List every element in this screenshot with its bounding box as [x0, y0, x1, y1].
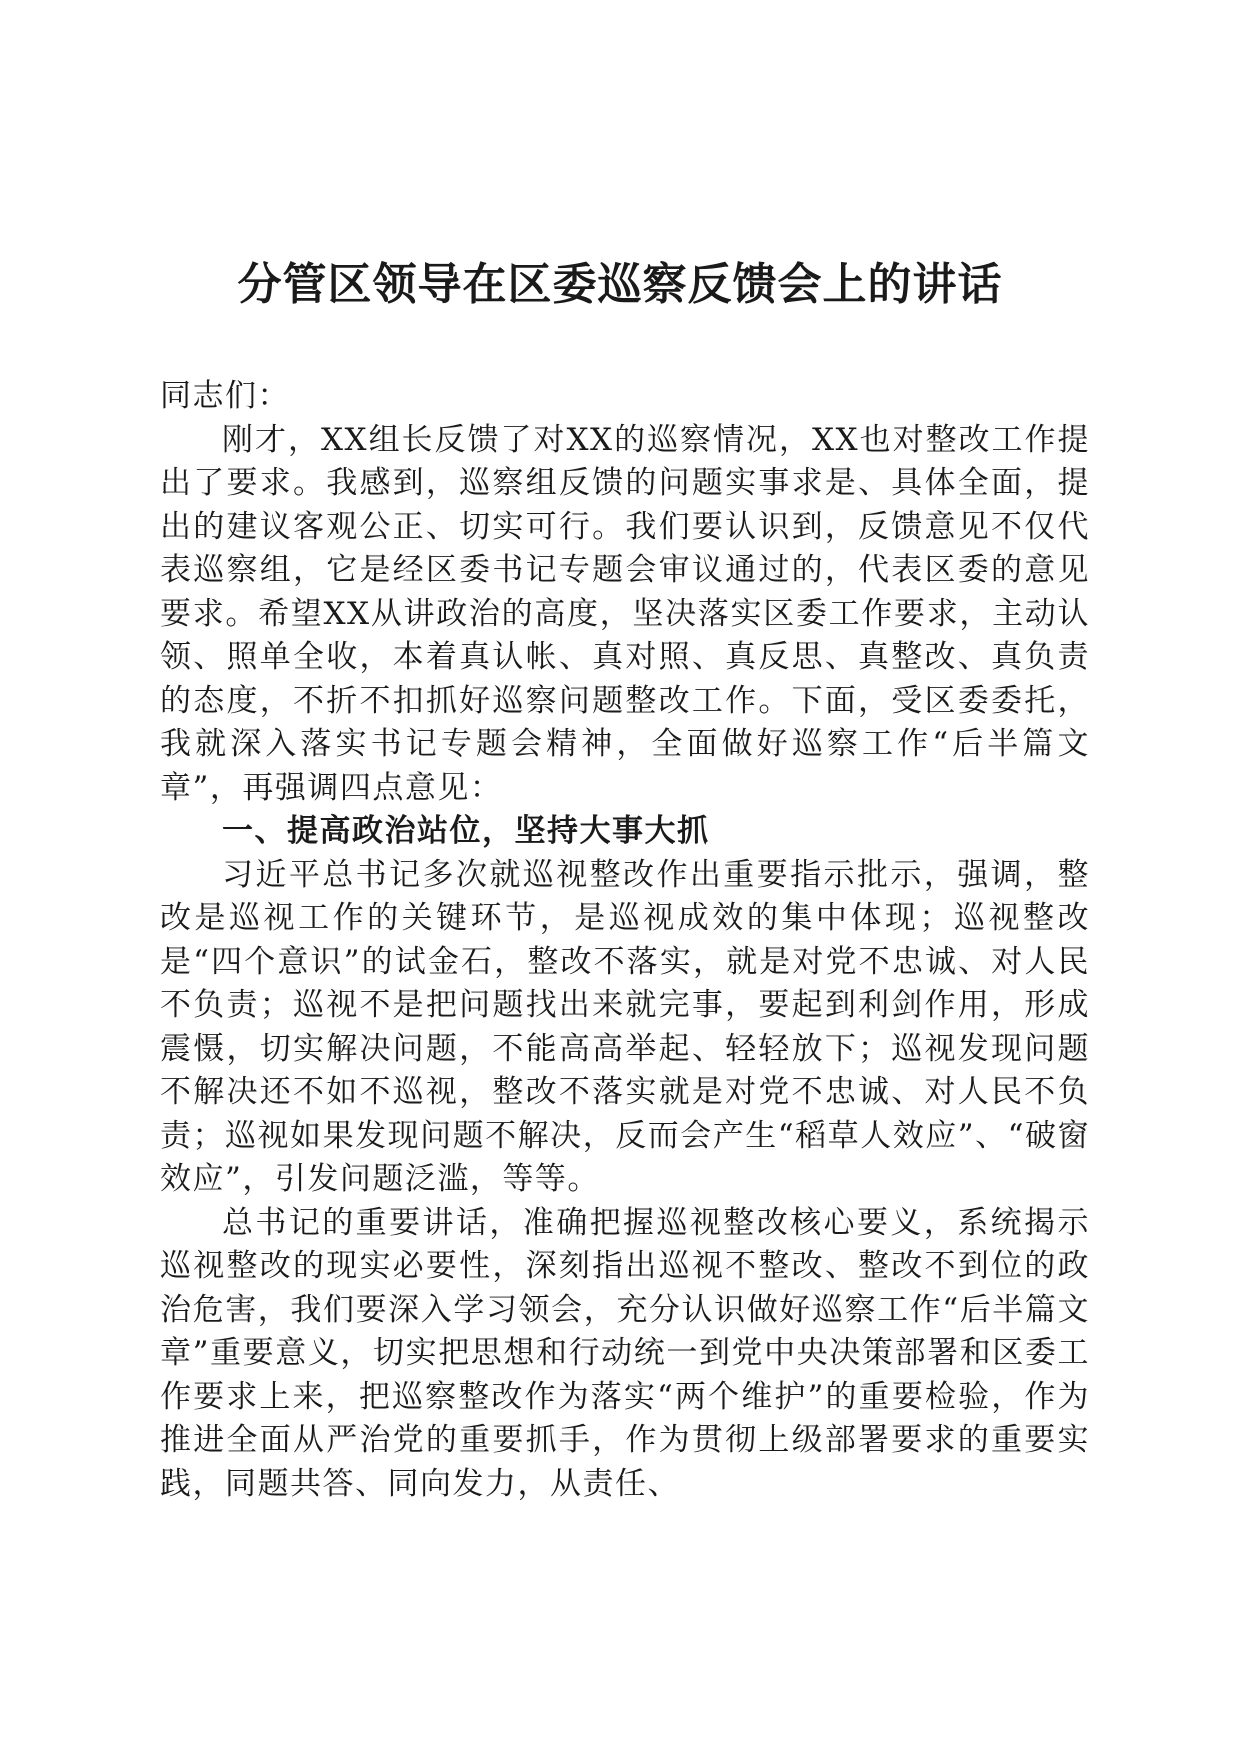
document-title: 分管区领导在区委巡察反馈会上的讲话	[237, 259, 1003, 310]
salutation: 同志们：	[160, 378, 290, 414]
section-heading-1: 一、提高政治站位，坚持大事大抓	[222, 813, 710, 849]
section1-paragraph-2: 总书记的重要讲话，准确把握巡视整改核心要义，系统揭示巡视整改的现实必要性，深刻指出巡视不整改、整改不到位的政治危害，我们要深入学习领会，充分认识做好巡察工作“后半篇文章”重要意义，切实把思想和行动统一到党中央决策部署和区委工作要求上来，把巡察整改作为落实“两个维护”的重要检验，作为推进全面从严治党的重要抓手，作为贯彻上级部署要求的重要实践，同题共答、同向发力，从责任、	[160, 1204, 1090, 1502]
intro-paragraph: 刚才，XX组长反馈了对XX的巡察情况，XX也对整改工作提出了要求。我感到，巡察组反馈的问题实事求是、具体全面，提出的建议客观公正、切实可行。我们要认识到，反馈意见不仅代表巡察组，它是经区委书记专题会审议通过的，代表区委的意见要求。希望XX从讲政治的高度，坚决落实区委工作要求，主动认领、照单全收，本着真认帐、真对照、真反思、真整改、真负责的态度，不折不扣抓好巡察问题整改工作。下面，受区委委托，我就深入落实书记专题会精神，全面做好巡察工作“后半篇文章”，再强调四点意见：	[160, 421, 1090, 806]
document-body	[160, 375, 1090, 1506]
section1-paragraph-1: 习近平总书记多次就巡视整改作出重要指示批示，强调，整改是巡视工作的关键环节，是巡视成效的集中体现；巡视整改是“四个意识”的试金石，整改不落实，就是对党不忠诚、对人民不负责；巡视不是把问题找出来就完事，要起到利剑作用，形成震慑，切实解决问题，不能高高举起、轻轻放下；巡视发现问题不解决还不如不巡视，整改不落实就是对党不忠诚、对人民不负责；巡视如果发现问题不解决，反而会产生“稻草人效应”、“破窗效应”，引发问题泛滥，等等。	[160, 856, 1090, 1197]
